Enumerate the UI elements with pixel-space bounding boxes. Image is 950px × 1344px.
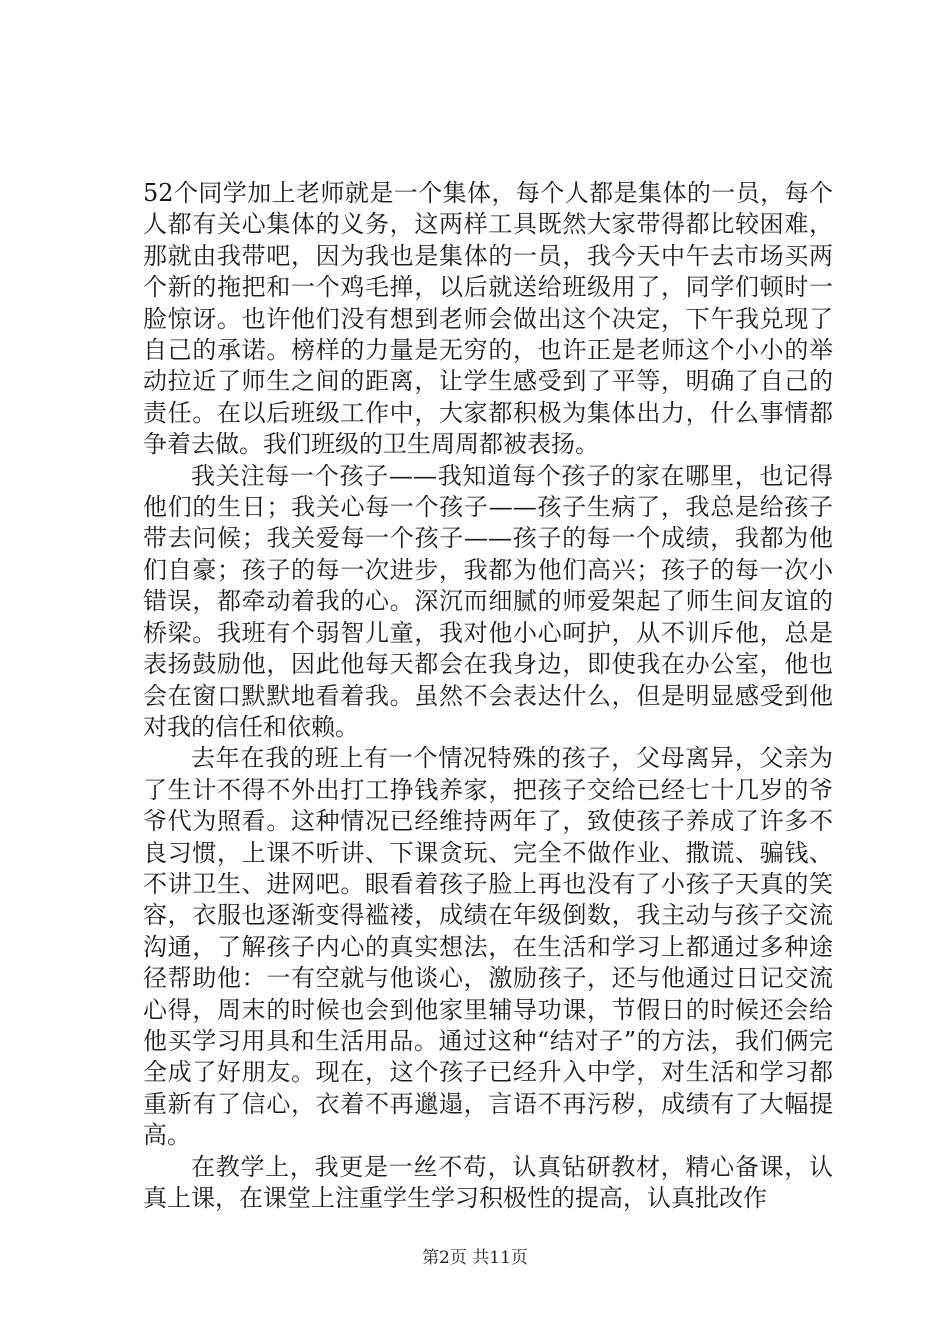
document-body [143,178,833,1214]
paragraph-3: 去年在我的班上有一个情况特殊的孩子，父母离异，父亲为了生计不得不外出打工挣钱养家，把孩子交给已经七十几岁的爷爷代为照看。这种情况已经维持两年了，致使孩子养成了许多不良习惯，上课不听讲、下课贪玩、完全不做作业、撒谎、骗钱、不讲卫生、进网吧。眼看着孩子脸上再也没有了小孩子天真的笑容，衣服也逐渐变得褴褛，成绩在年级倒数，我主动与孩子交流沟通，了解孩子内心的真实想法，在生活和学习上都通过多种途径帮助他：一有空就与他谈心，激励孩子，还与他通过日记交流心得，周末的时候也会到他家里辅导功课，节假日的时候还会给他买学习用具和生活用品。通过这种“结对子”的方法，我们俩完全成了好朋友。现在，这个孩子已经升入中学，对生活和学习都重新有了信心，衣着不再邋遢，言语不再污秽，成绩有了大幅提高。 [143,744,833,1150]
page-footer: 第2页 共11页 [422,1248,528,1268]
paragraph-2: 我关注每一个孩子——我知道每个孩子的家在哪里，也记得他们的生日；我关心每一个孩子——孩子生病了，我总是给孩子带去问候；我关爱每一个孩子——孩子的每一个成绩，我都为他们自豪；孩子的每一次进步，我都为他们高兴；孩子的每一次小错误，都牵动着我的心。深沉而细腻的师爱架起了师生间友谊的桥梁。我班有个弱智儿童，我对他小心呵护，从不训斥他，总是表扬鼓励他，因此他每天都会在我身边，即使我在办公室，他也会在窗口默默地看着我。虽然不会表达什么，但是明显感受到他对我的信任和依赖。 [143,461,833,741]
paragraph-4: 在教学上，我更是一丝不苟，认真钻研教材，精心备课，认真上课，在课堂上注重学生学习积极性的提高，认真批改作 [143,1152,833,1212]
paragraph-1: 52个同学加上老师就是一个集体，每个人都是集体的一员，每个人都有关心集体的义务，这两样工具既然大家带得都比较困难，那就由我带吧，因为我也是集体的一员，我今天中午去市场买两个新的拖把和一个鸡毛掸，以后就送给班级用了，同学们顿时一脸惊讶。也许他们没有想到老师会做出这个决定，下午我兑现了自己的承诺。榜样的力量是无穷的，也许正是老师这个小小的举动拉近了师生之间的距离，让学生感受到了平等，明确了自己的责任。在以后班级工作中，大家都积极为集体出力，什么事情都争着去做。我们班级的卫生周周都被表扬。 [143,179,833,459]
